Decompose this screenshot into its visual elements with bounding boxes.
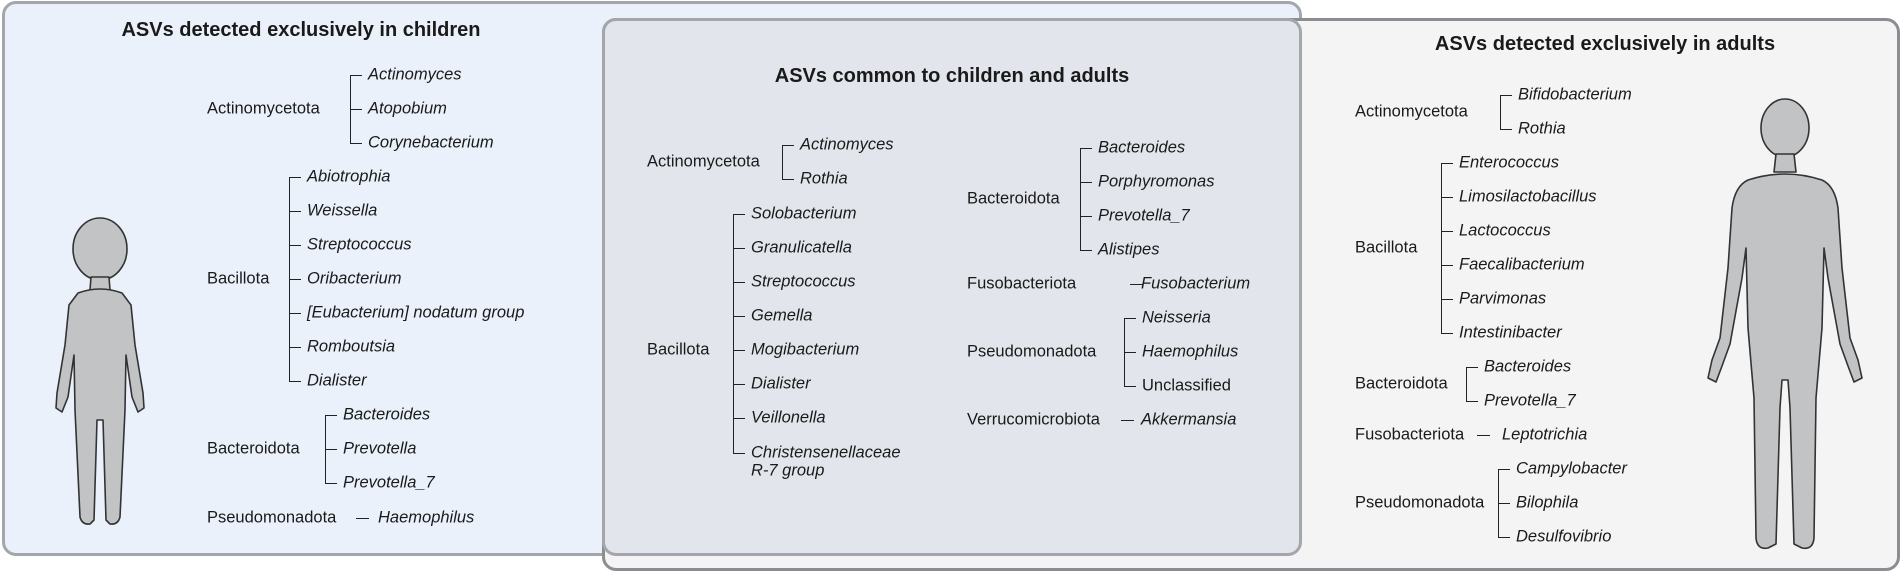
genus-label: Prevotella_7 bbox=[343, 473, 435, 492]
bracket-tick bbox=[733, 384, 745, 385]
bracket-tick bbox=[1080, 148, 1092, 149]
genus-label: R-7 group bbox=[751, 461, 825, 480]
bracket-tick bbox=[1080, 182, 1092, 183]
bracket-tick bbox=[1466, 401, 1478, 402]
bracket-tick bbox=[1441, 231, 1453, 232]
genus-label: Bacteroides bbox=[343, 405, 431, 424]
bracket-tick bbox=[289, 313, 301, 314]
phylum-label: Actinomycetota bbox=[647, 152, 760, 171]
genus-label: Rothia bbox=[1518, 119, 1566, 138]
phylum-label: Pseudomonadota bbox=[1355, 493, 1485, 512]
phylum-label: Fusobacteriota bbox=[967, 274, 1077, 293]
phylum-label: Bacillota bbox=[647, 340, 710, 359]
bracket-tick bbox=[733, 453, 745, 454]
genus-label: Abiotrophia bbox=[307, 167, 391, 186]
genus-label: Gemella bbox=[751, 306, 813, 325]
bracket-line bbox=[1441, 163, 1442, 333]
genus-label: Campylobacter bbox=[1516, 459, 1627, 478]
genus-label: Desulfovibrio bbox=[1516, 527, 1612, 546]
bracket-tick bbox=[289, 381, 301, 382]
bracket-line bbox=[1500, 95, 1501, 129]
bracket-tick bbox=[733, 316, 745, 317]
bracket-line bbox=[1080, 148, 1081, 250]
genus-label: Bacteroides bbox=[1098, 138, 1186, 157]
genus-label: Atopobium bbox=[368, 99, 447, 118]
bracket-tick bbox=[733, 282, 745, 283]
bracket-tick bbox=[325, 449, 337, 450]
bracket-tick bbox=[289, 211, 301, 212]
bracket-tick bbox=[1500, 129, 1512, 130]
bracket-tick bbox=[1500, 95, 1512, 96]
phylum-label: Bacteroidota bbox=[1355, 374, 1448, 393]
bracket-tick bbox=[733, 248, 745, 249]
bracket-tick bbox=[1498, 503, 1510, 504]
genus-label: Dialister bbox=[307, 371, 367, 390]
bracket-line bbox=[1466, 367, 1467, 401]
genus-label: Porphyromonas bbox=[1098, 172, 1215, 191]
genus-label: Dialister bbox=[751, 374, 811, 393]
genus-label: Prevotella bbox=[343, 439, 417, 458]
bracket-tick bbox=[1498, 469, 1510, 470]
genus-label: Streptococcus bbox=[751, 272, 856, 291]
bracket-tick bbox=[1124, 352, 1136, 353]
bracket-tick bbox=[289, 245, 301, 246]
genus-label: Oribacterium bbox=[307, 269, 402, 288]
genus-label: Christensenellaceae bbox=[751, 443, 901, 462]
bracket-tick bbox=[350, 75, 362, 76]
bracket-tick bbox=[289, 347, 301, 348]
bracket-tick bbox=[1466, 367, 1478, 368]
genus-label: Akkermansia bbox=[1141, 410, 1237, 429]
phylum-label: Bacillota bbox=[1355, 238, 1418, 257]
genus-label: Bilophila bbox=[1516, 493, 1579, 512]
bracket-tick bbox=[350, 109, 362, 110]
adults-panel-title: ASVs detected exclusively in adults bbox=[1434, 33, 1776, 55]
genus-label: Veillonella bbox=[751, 408, 826, 427]
connector-dash bbox=[1477, 435, 1490, 436]
connector-dash bbox=[1121, 420, 1134, 421]
genus-label: Alistipes bbox=[1098, 240, 1160, 259]
phylum-label: Actinomycetota bbox=[207, 99, 320, 118]
bracket-tick bbox=[733, 214, 745, 215]
bracket-tick bbox=[1441, 299, 1453, 300]
bracket-tick bbox=[782, 145, 794, 146]
genus-label: Haemophilus bbox=[1142, 342, 1239, 361]
genus-label: Neisseria bbox=[1142, 308, 1211, 327]
bracket-tick bbox=[782, 179, 794, 180]
bracket-tick bbox=[1124, 386, 1136, 387]
genus-label: Streptococcus bbox=[307, 235, 412, 254]
bracket-tick bbox=[733, 418, 745, 419]
bracket-tick bbox=[325, 483, 337, 484]
genus-label: Bacteroides bbox=[1484, 357, 1572, 376]
phylum-label: Bacteroidota bbox=[967, 189, 1060, 208]
bracket-tick bbox=[1080, 216, 1092, 217]
genus-label: Rothia bbox=[800, 169, 848, 188]
genus-label: Prevotella_7 bbox=[1484, 391, 1576, 410]
genus-label: Haemophilus bbox=[378, 508, 475, 527]
bracket-tick bbox=[733, 350, 745, 351]
genus-label: Romboutsia bbox=[307, 337, 396, 356]
genus-label: Corynebacterium bbox=[368, 133, 494, 152]
genus-label: Actinomyces bbox=[800, 135, 894, 154]
genus-label: Unclassified bbox=[1142, 376, 1231, 395]
genus-label: Enterococcus bbox=[1459, 153, 1559, 172]
bracket-tick bbox=[289, 177, 301, 178]
genus-label: Actinomyces bbox=[368, 65, 462, 84]
bracket-tick bbox=[325, 415, 337, 416]
bracket-tick bbox=[1441, 197, 1453, 198]
bracket-tick bbox=[1441, 333, 1453, 334]
genus-label: Granulicatella bbox=[751, 238, 852, 257]
phylum-label: Fusobacteriota bbox=[1355, 425, 1465, 444]
genus-label: Weissella bbox=[307, 201, 378, 220]
phylum-label: Bacillota bbox=[207, 269, 270, 288]
common-panel-title: ASVs common to children and adults bbox=[774, 65, 1130, 87]
genus-label: [Eubacterium] nodatum group bbox=[307, 303, 525, 322]
bracket-line bbox=[782, 145, 783, 179]
phylum-label: Verrucomicrobiota bbox=[967, 410, 1100, 429]
genus-label: Leptotrichia bbox=[1502, 425, 1588, 444]
genus-label: Prevotella_7 bbox=[1098, 206, 1190, 225]
genus-label: Mogibacterium bbox=[751, 340, 860, 359]
genus-label: Parvimonas bbox=[1459, 289, 1547, 308]
genus-label: Solobacterium bbox=[751, 204, 857, 223]
bracket-tick bbox=[1498, 537, 1510, 538]
bracket-tick bbox=[350, 143, 362, 144]
bracket-tick bbox=[1080, 250, 1092, 251]
genus-label: Limosilactobacillus bbox=[1459, 187, 1597, 206]
phylum-label: Pseudomonadota bbox=[207, 508, 337, 527]
genus-label: Fusobacterium bbox=[1141, 274, 1251, 293]
phylum-label: Pseudomonadota bbox=[967, 342, 1097, 361]
genus-label: Intestinibacter bbox=[1459, 323, 1562, 342]
connector-dash bbox=[356, 518, 369, 519]
genus-label: Lactococcus bbox=[1459, 221, 1551, 240]
bracket-tick bbox=[289, 279, 301, 280]
children-panel-title: ASVs detected exclusively in children bbox=[121, 19, 481, 41]
bracket-tick bbox=[1124, 318, 1136, 319]
phylum-label: Bacteroidota bbox=[207, 439, 300, 458]
genus-label: Faecalibacterium bbox=[1459, 255, 1585, 274]
genus-label: Bifidobacterium bbox=[1518, 85, 1632, 104]
phylum-label: Actinomycetota bbox=[1355, 102, 1468, 121]
bracket-tick bbox=[1441, 163, 1453, 164]
bracket-tick bbox=[1441, 265, 1453, 266]
